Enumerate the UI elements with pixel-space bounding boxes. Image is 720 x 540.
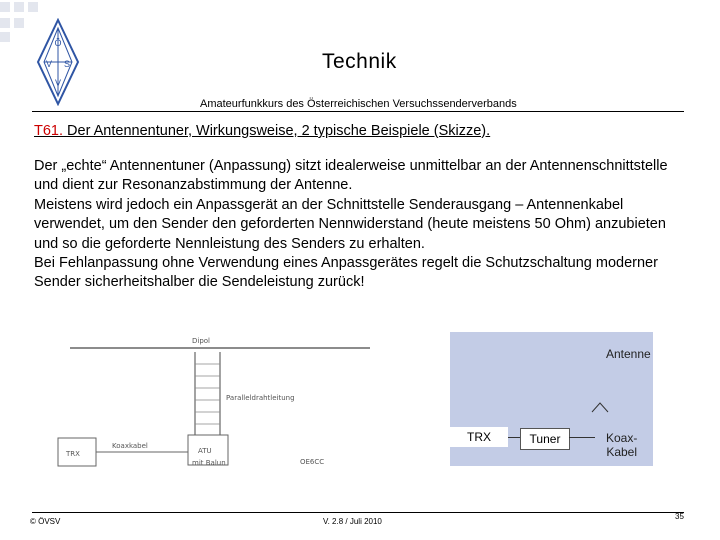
tuner-coax-line xyxy=(569,437,595,438)
trx-tuner-line xyxy=(508,437,520,438)
body-text xyxy=(34,157,694,293)
antenna-symbol-icon xyxy=(590,400,610,414)
footer-divider xyxy=(32,512,684,513)
tuner-block-diagram xyxy=(450,332,653,466)
svg-text:V: V xyxy=(45,59,53,69)
paragraph-2: Meistens wird jedoch ein Anpassgerät an der Schnittstelle Senderausgang – Antennenkabel verwendet, um den Sender den geforderten Nennwiderstand (heute meistens 50 Ohm) anzubieten und so die geforderte Nennleistung des Senders zu erhalten. xyxy=(34,196,666,252)
coax-label-2: Koax- Kabel xyxy=(606,431,638,459)
antenna-label: Antenne xyxy=(606,347,651,361)
footer-copyright: © ÖVSV xyxy=(30,517,61,526)
balun-label: mit Balun xyxy=(192,459,226,467)
question-number: T61. xyxy=(34,123,64,139)
coax-label: Koaxkabel xyxy=(112,442,148,450)
trx-label: TRX xyxy=(66,450,80,458)
tuner-box: Tuner xyxy=(520,428,570,450)
svg-text:V: V xyxy=(54,78,62,88)
section-heading xyxy=(34,123,490,139)
author-code: OE6CC xyxy=(300,458,325,466)
atu-label: ATU xyxy=(198,447,212,455)
svg-text:Ö: Ö xyxy=(54,38,62,48)
dipole-label: Dipol xyxy=(192,337,211,345)
footer-version: V. 2.8 / Juli 2010 xyxy=(323,517,382,526)
header-divider xyxy=(32,111,684,112)
paragraph-1: Der „echte“ Antennentuner (Anpassung) sitzt idealerweise unmittelbar an der Antennenschnittstelle und dient zur Resonanzabstimmung der Antenne. xyxy=(34,158,668,194)
oevsv-logo xyxy=(34,18,82,106)
trx-box-2: TRX xyxy=(450,427,508,447)
dipole-atu-diagram xyxy=(40,330,390,480)
feedline-label: Paralleldrahtleitung xyxy=(226,394,295,402)
question-text: Der Antennentuner, Wirkungsweise, 2 typische Beispiele (Skizze). xyxy=(63,123,491,139)
paragraph-3: Bei Fehlanpassung ohne Verwendung eines Anpassgerätes regelt die Schutzschaltung moderner Sender sicherheitshalber die Sendeleistung zurück! xyxy=(34,255,658,291)
page-number: 35 xyxy=(675,512,684,521)
page-subtitle: Amateurfunkkurs des Österreichischen Versuchssenderverbands xyxy=(200,98,517,110)
svg-text:S: S xyxy=(63,59,71,69)
page-title: Technik xyxy=(322,50,397,73)
